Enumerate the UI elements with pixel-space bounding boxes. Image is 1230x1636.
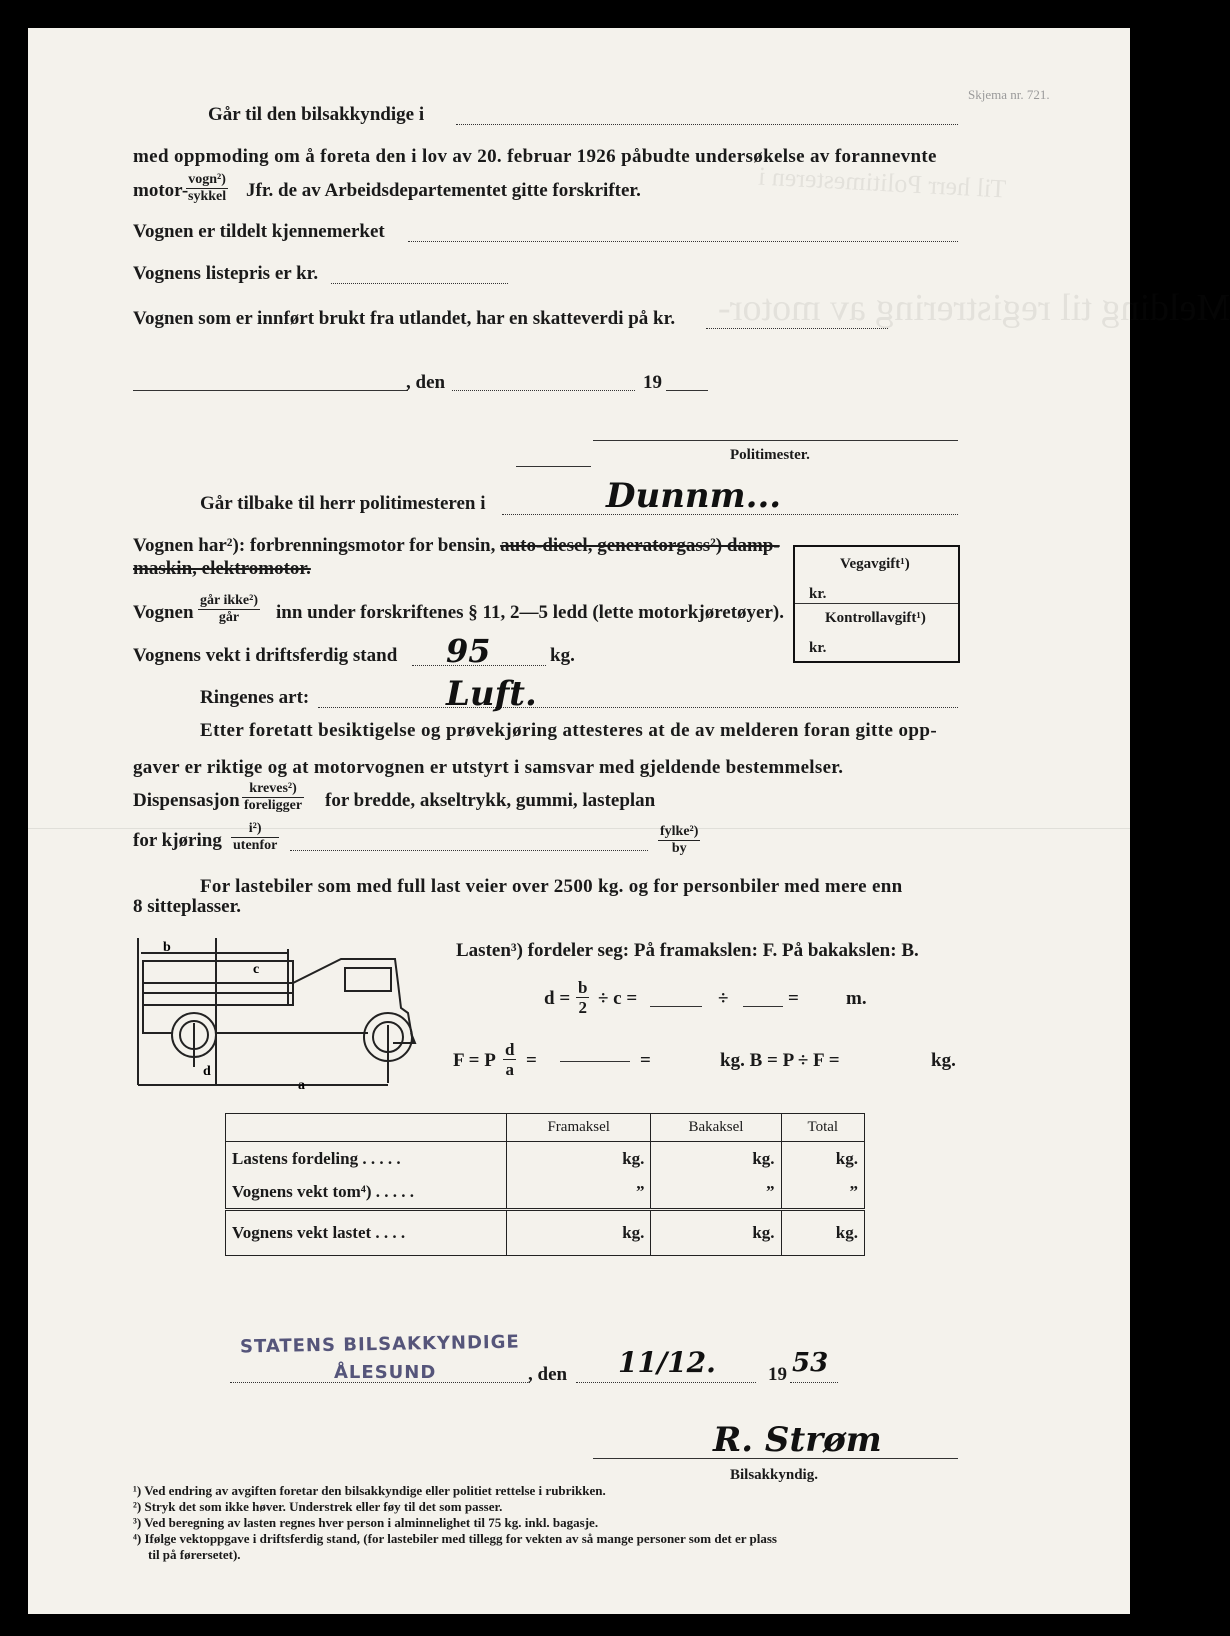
request-line: med oppmoding om å foreta den i lov av 20. februar 1926 påbudte undersøkelse av forannevnte xyxy=(133,146,937,167)
cell-loaded-rear[interactable]: kg. xyxy=(651,1210,781,1256)
cell-empty-rear[interactable]: ” xyxy=(651,1176,781,1210)
table-row xyxy=(226,1176,865,1210)
section-divider xyxy=(516,466,591,467)
regulations-reference: Jfr. de av Arbeidsdepartementet gitte forskrifter. xyxy=(246,180,641,201)
vegavgift-label: Vegavgift¹) xyxy=(840,556,910,572)
cell-load-rear[interactable]: kg. xyxy=(651,1142,781,1176)
signature-year-field[interactable] xyxy=(790,1382,838,1383)
table-row xyxy=(226,1142,865,1176)
row-label-empty-weight: Vognens vekt tom⁴) . . . . . xyxy=(226,1176,507,1210)
weight-unit: kg. xyxy=(550,645,575,666)
formula-f-eq-1: = xyxy=(526,1050,537,1071)
load-distribution-line: Lasten³) fordeler seg: På framakslen: F. På bakakslen: B. xyxy=(456,940,919,961)
listepris-field[interactable] xyxy=(331,283,508,284)
formula-d-term-2[interactable] xyxy=(743,1006,783,1007)
year-field[interactable] xyxy=(666,390,708,391)
official-stamp-line-2: ÅLESUND xyxy=(334,1362,437,1383)
skatteverdi-field[interactable] xyxy=(706,328,888,329)
motor-prefix: motor- xyxy=(133,180,189,201)
heading-text: Går til den bilsakkyndige i xyxy=(208,104,425,125)
diagram-label-c: c xyxy=(253,962,260,977)
cell-load-total[interactable]: kg. xyxy=(781,1142,864,1176)
footnote-4: ⁴) Ifølge vektoppgave i driftsferdig stand, (for lastebiler med tillegg for vekten av så mange personer som det er plass xyxy=(133,1531,777,1546)
formula-d-minus: ÷ xyxy=(718,988,729,1009)
dispensation-label: Dispensasjon xyxy=(133,790,240,811)
cell-loaded-front[interactable]: kg. xyxy=(507,1210,651,1256)
motor-type-line: Vognen har²): forbrenningsmotor for bensin, auto-diesel, generatorgass²) damp- xyxy=(133,535,780,556)
footnote-3: ³) Ved beregning av lasten regnes hver person i alminnelighet til 75 kg. inkl. bagasje. xyxy=(133,1515,599,1530)
row-label-loaded-weight: Vognens vekt lastet . . . . xyxy=(226,1210,507,1256)
handwritten-signature: R. Strøm xyxy=(713,1420,882,1460)
formula-f-prefix: F = P xyxy=(453,1050,496,1071)
footnote-2: ²) Stryk det som ikke høver. Understrek eller føy til det som passer. xyxy=(133,1499,503,1514)
inspector-title: Bilsakkyndig. xyxy=(730,1467,818,1483)
driving-label: for kjøring xyxy=(133,830,222,851)
formula-b-unit: kg. xyxy=(931,1050,956,1071)
formula-d-equals: = xyxy=(788,988,799,1009)
regulations-suffix: inn under forskriftenes § 11, 2—5 ledd (lette motorkjøretøyer). xyxy=(276,602,784,623)
stamp-place-field[interactable] xyxy=(230,1382,530,1383)
footnote-4-cont: til på førersetet). xyxy=(148,1547,241,1562)
weight-distribution-table xyxy=(225,1113,865,1256)
diagram-label-d: d xyxy=(203,1064,211,1079)
dispensation-fraction: kreves²) foreligger xyxy=(244,781,303,813)
signature-date-field[interactable] xyxy=(576,1382,756,1383)
paper-fold xyxy=(28,828,1130,829)
handwritten-return-place: Dunnm... xyxy=(606,476,782,516)
attest-line-1: Etter foretatt besiktigelse og prøvekjøring attesteres at de av melderen foran gitte opp- xyxy=(200,720,938,741)
handwritten-year: 53 xyxy=(792,1348,829,1378)
cell-empty-front[interactable]: ” xyxy=(507,1176,651,1210)
handwritten-weight: 95 xyxy=(446,632,491,670)
formula-d-prefix: d = xyxy=(544,988,571,1009)
county-fraction: fylke²) by xyxy=(660,824,699,856)
skatteverdi-label: Vognen som er innført brukt fra utlandet, har en skatteverdi på kr. xyxy=(133,308,676,329)
form-number: Skjema nr. 721. xyxy=(968,87,1050,102)
formula-d-rest: ÷ c = xyxy=(598,988,638,1009)
den-label: , den xyxy=(406,372,446,393)
signature-den-label: , den xyxy=(528,1364,568,1385)
listepris-label: Vognens listepris er kr. xyxy=(133,263,319,284)
vegavgift-kr: kr. xyxy=(809,586,827,602)
fees-box-divider xyxy=(795,603,958,604)
kontrollavgift-kr: kr. xyxy=(809,640,827,656)
cell-loaded-total[interactable]: kg. xyxy=(781,1210,864,1256)
bleed-through-header: Til herr Politimesteren i xyxy=(757,161,1007,204)
politimester-signature-field[interactable] xyxy=(593,440,958,441)
formula-d-unit: m. xyxy=(846,988,867,1009)
form-page xyxy=(28,28,1230,1614)
fees-box xyxy=(793,545,960,663)
signature-year-prefix: 19 xyxy=(768,1364,787,1385)
formula-d-over-a: $\frac{d}{a}$ xyxy=(505,1040,515,1079)
dispensation-suffix: for bredde, akseltrykk, gummi, lasteplan xyxy=(325,790,656,811)
bleed-through-title: Melding til registrering av motor- xyxy=(718,287,1230,329)
driving-area-field[interactable] xyxy=(290,850,648,851)
inspector-place-field[interactable] xyxy=(456,124,958,125)
cell-empty-total[interactable]: ” xyxy=(781,1176,864,1210)
formula-d-term-1[interactable] xyxy=(650,1006,702,1007)
official-stamp-line-1: STATENS BILSAKKYNDIGE xyxy=(239,1331,520,1358)
formula-b-half: $\frac{b}{2}$ xyxy=(578,978,588,1017)
attest-line-2: gaver er riktige og at motorvognen er utstyrt i samsvar med gjeldende bestemmelser. xyxy=(133,757,844,778)
kjennemerke-field[interactable] xyxy=(408,241,958,242)
motor-type-struck: maskin, elektromotor. xyxy=(133,558,311,579)
diagram-label-b: b xyxy=(163,940,171,955)
handwritten-tyres: Luft. xyxy=(446,674,537,714)
row-label-load: Lastens fordeling . . . . . xyxy=(226,1142,507,1176)
regulations-fraction: går ikke²) går xyxy=(200,593,258,625)
vehicle-type-fraction: vogn²) sykkel xyxy=(188,172,227,204)
truck-axle-diagram xyxy=(133,933,433,1093)
date-field[interactable] xyxy=(452,390,635,391)
formula-b-line: kg. B = P ÷ F = xyxy=(720,1050,840,1071)
place-field[interactable] xyxy=(133,390,408,391)
year-prefix: 19 xyxy=(643,372,662,393)
formula-f-product[interactable] xyxy=(560,1061,630,1062)
cell-load-front[interactable]: kg. xyxy=(507,1142,651,1176)
table-row xyxy=(226,1210,865,1256)
regulations-prefix: Vognen xyxy=(133,602,194,623)
trucks-line-2: 8 sitteplasser. xyxy=(133,896,242,917)
driving-fraction: i²) utenfor xyxy=(233,821,278,853)
trucks-line-1: For lastebiler som med full last veier over 2500 kg. og for personbiler med mere enn xyxy=(200,876,903,897)
header-bakaksel: Bakaksel xyxy=(651,1114,781,1142)
kjennemerke-label: Vognen er tildelt kjennemerket xyxy=(133,221,385,242)
header-total: Total xyxy=(781,1114,864,1142)
weight-label: Vognens vekt i driftsferdig stand xyxy=(133,645,398,666)
diagram-label-a: a xyxy=(298,1078,305,1093)
kontrollavgift-label: Kontrollavgift¹) xyxy=(825,610,926,626)
tyres-label: Ringenes art: xyxy=(200,687,310,708)
return-label: Går tilbake til herr politimesteren i xyxy=(200,493,486,514)
footnote-1: ¹) Ved endring av avgiften foretar den bilsakkyndige eller politiet rettelse i rubrikken. xyxy=(133,1483,606,1498)
tyres-field[interactable] xyxy=(318,707,958,708)
formula-f-eq-2: = xyxy=(640,1050,651,1071)
header-framaksel: Framaksel xyxy=(507,1114,651,1142)
handwritten-date: 11/12. xyxy=(618,1346,716,1379)
politimester-title: Politimester. xyxy=(730,447,810,463)
